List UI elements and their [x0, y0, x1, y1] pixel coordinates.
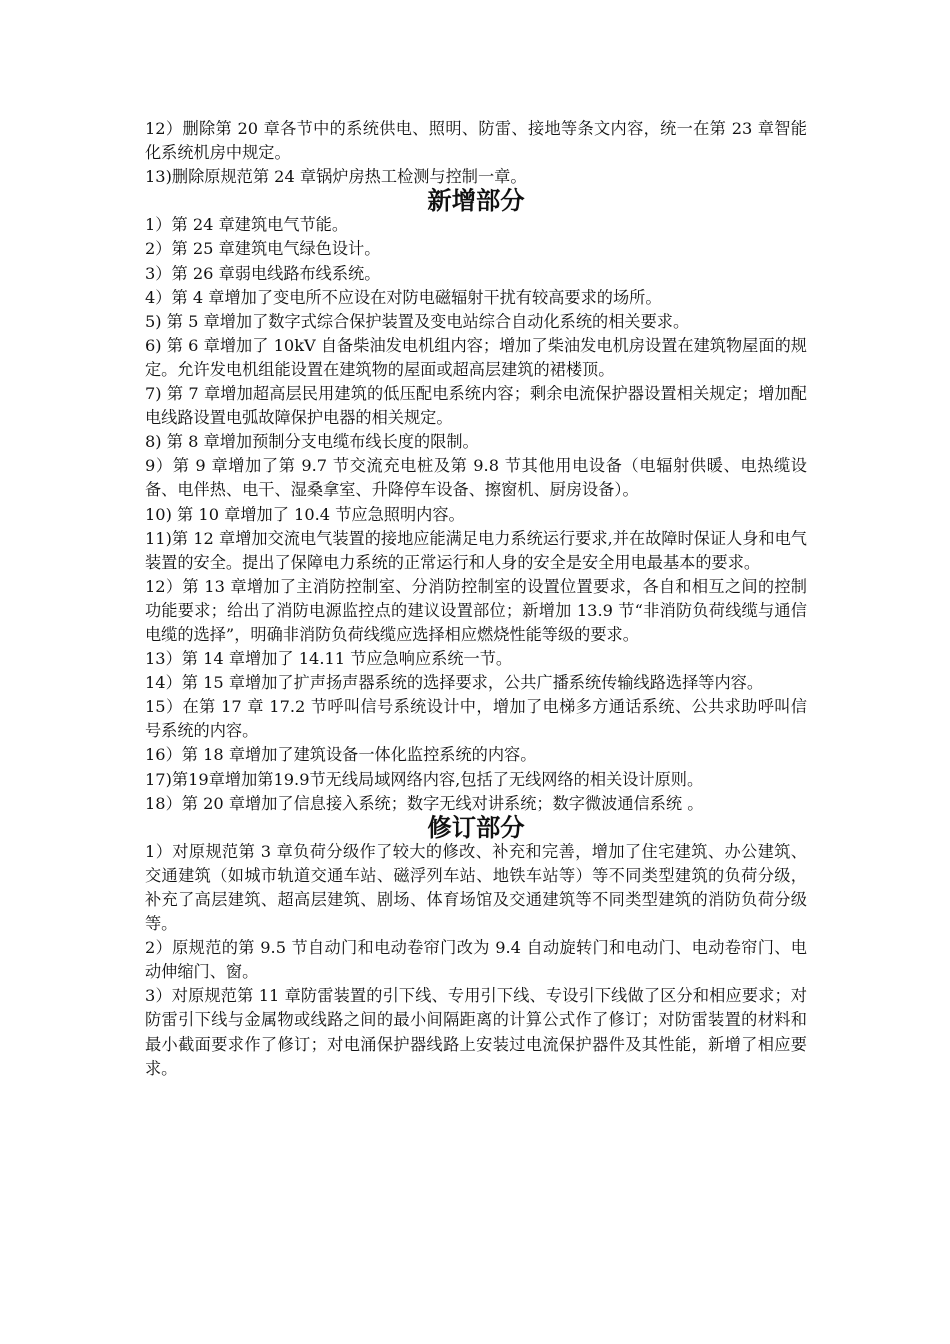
list-item: 1）对原规范第 3 章负荷分级作了较大的修改、补充和完善，增加了住宅建筑、办公建筑、交通建筑（如城市轨道交通车站、磁浮列车站、地铁车站等）等不同类型建筑的负荷分级，补充了高层建筑、超高层建筑、剧场、体育场馆及交通建筑等不同类型建筑的消防负荷分级等。: [145, 841, 807, 934]
list-item: 5) 第 5 章增加了数字式综合保护装置及变电站综合自动化系统的相关要求。: [145, 311, 690, 331]
list-item: 1）第 24 章建筑电气节能。: [145, 215, 349, 235]
list-item: 2）原规范的第 9.5 节自动门和电动卷帘门改为 9.4 自动旋转门和电动门、电动卷帘门、电动伸缩门、窗。: [145, 938, 807, 982]
list-item: 12）第 13 章增加了主消防控制室、分消防控制室的设置位置要求，各自和相互之间的控制功能要求；给出了消防电源监控点的建议设置部位；新增加 13.9 节“非消防负荷线缆与通信电缆的选择”，明确非消防负荷线缆应选择相应燃烧性能等级的要求。: [145, 576, 807, 644]
document-page: [145, 117, 807, 1081]
list-item: 6) 第 6 章增加了 10kV 自备柴油发电机组内容；增加了柴油发电机房设置在建筑物屋面的规定。允许发电机组能设置在建筑物的屋面或超高层建筑的裙楼顶。: [145, 335, 807, 379]
section-heading-revised: 修订部分: [427, 812, 525, 842]
list-item: 11)第 12 章增加交流电气装置的接地应能满足电力系统运行要求,并在故障时保证人身和电气装置的安全。提出了保障电力系统的正常运行和人身的安全是安全用电最基本的要求。: [145, 528, 807, 572]
list-item: 17)第19章增加第19.9节无线局域网络内容,包括了无线网络的相关设计原则。: [145, 769, 704, 789]
revised-section-list: [145, 840, 807, 1081]
list-item: 8) 第 8 章增加预制分支电缆布线长度的限制。: [145, 432, 479, 452]
section-heading-new: 新增部分: [427, 186, 525, 216]
list-item: 10) 第 10 章增加了 10.4 节应急照明内容。: [145, 504, 465, 524]
new-section-list: [145, 213, 807, 815]
list-item: 16）第 18 章增加了建筑设备一体化监控系统的内容。: [145, 745, 537, 765]
list-item: 4）第 4 章增加了变电所不应设在对防电磁辐射干扰有较高要求的场所。: [145, 287, 662, 307]
list-item: 13）第 14 章增加了 14.11 节应急响应系统一节。: [145, 649, 513, 669]
paragraph-deleted-12: 12）删除第 20 章各节中的系统供电、照明、防雷、接地等条文内容，统一在第 23 章智能化系统机房中规定。: [145, 119, 807, 163]
paragraph-deleted-13: 13)删除原规范第 24 章锅炉房热工检测与控制一章。: [145, 167, 527, 187]
list-item: 3）对原规范第 11 章防雷装置的引下线、专用引下线、专设引下线做了区分和相应要求；对防雷引下线与金属物或线路之间的最小间隔距离的计算公式作了修订；对防雷装置的材料和最小截面要求作了修订；对电涌保护器线路上安装过电流保护器件及其性能，新增了相应要求。: [145, 986, 807, 1078]
list-item: 18）第 20 章增加了信息接入系统；数字无线对讲系统；数字微波通信系统 。: [145, 793, 704, 813]
list-item: 2）第 25 章建筑电气绿色设计。: [145, 239, 381, 259]
list-item: 7) 第 7 章增加超高层民用建筑的低压配电系统内容；剩余电流保护器设置相关规定；增加配电线路设置电弧故障保护电器的相关规定。: [145, 384, 807, 428]
list-item: 3）第 26 章弱电线路布线系统。: [145, 263, 381, 283]
list-item: 14）第 15 章增加了扩声扬声器系统的选择要求，公共广播系统传输线路选择等内容。: [145, 673, 764, 693]
list-item: 15）在第 17 章 17.2 节呼叫信号系统设计中，增加了电梯多方通话系统、公共求助呼叫信号系统的内容。: [145, 697, 807, 741]
list-item: 9）第 9 章增加了第 9.7 节交流充电桩及第 9.8 节其他用电设备（电辐射供暖、电热缆设备、电伴热、电干、湿桑拿室、升降停车设备、擦窗机、厨房设备）。: [145, 456, 807, 500]
